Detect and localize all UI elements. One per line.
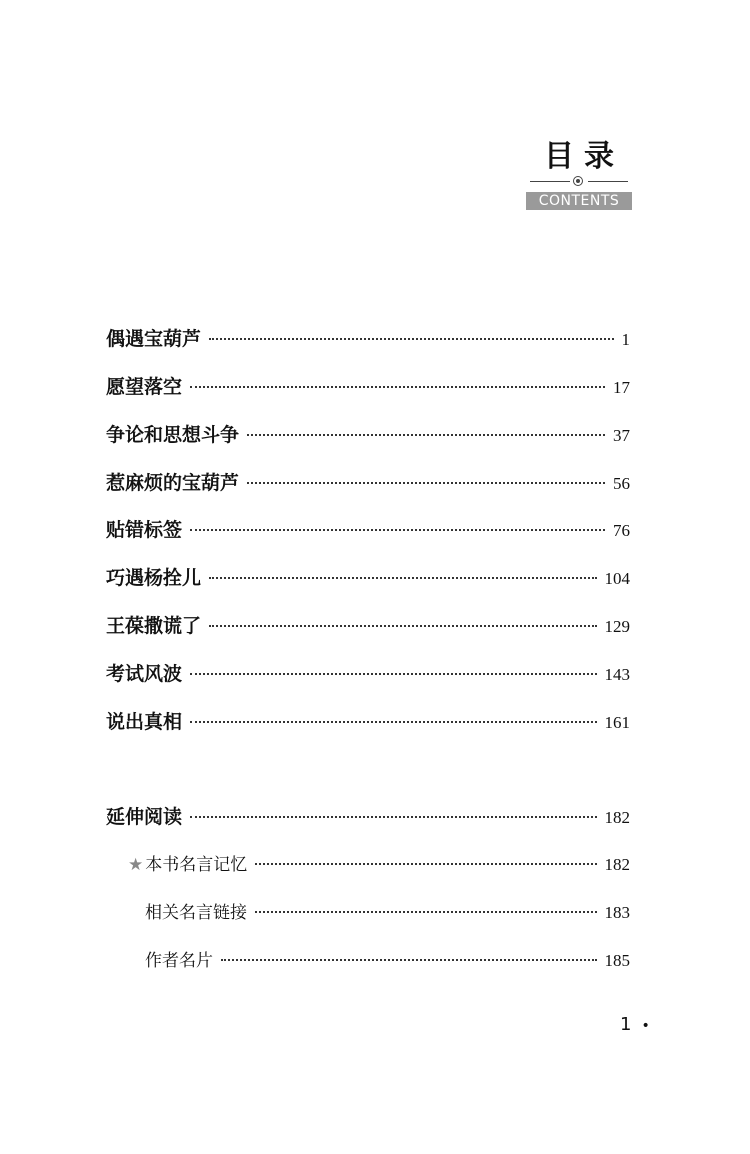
toc-entry-page: 1 (621, 330, 630, 349)
toc-subentry-title: 相关名言链接 (145, 903, 247, 923)
dot-leader (190, 673, 596, 675)
dot-leader (255, 863, 596, 865)
toc-entry-page: 37 (613, 426, 630, 445)
page-number (620, 1014, 650, 1035)
bullet-icon: • (641, 1018, 650, 1034)
toc-entry-title: 说出真相 (106, 711, 183, 733)
page-title: 目录 (544, 139, 624, 174)
toc-entry[interactable] (106, 324, 630, 354)
toc-entry-page: 161 (604, 713, 630, 732)
toc-entry[interactable] (106, 707, 630, 737)
toc-entry-title: 巧遇杨拴儿 (106, 567, 202, 589)
dot-leader (209, 577, 596, 579)
toc-entry-page: 129 (604, 617, 630, 636)
toc-entry[interactable] (106, 563, 630, 593)
toc-subentry-page: 182 (604, 855, 630, 874)
toc-subentry-title: 本书名言记忆 (145, 855, 248, 875)
dot-leader (247, 434, 605, 436)
toc-subentry-title: 作者名片 (145, 951, 213, 971)
toc-entry-title: 考试风波 (106, 663, 183, 685)
toc-entry-title: 贴错标签 (106, 519, 183, 541)
contents-badge: CONTENTS (526, 192, 632, 210)
toc-subentry[interactable] (145, 946, 630, 976)
toc-entry-title: 王葆撒谎了 (106, 615, 202, 637)
circle-ornament-icon (573, 176, 583, 186)
dot-leader (190, 816, 596, 818)
toc-entry[interactable] (106, 468, 630, 498)
toc-subentry[interactable] (145, 898, 630, 928)
toc-entry-title: 偶遇宝葫芦 (106, 328, 202, 350)
title-ornament (526, 176, 632, 188)
toc-entry-page: 104 (604, 569, 630, 588)
star-icon: ★ (128, 855, 144, 875)
toc-entry[interactable] (106, 372, 630, 402)
toc-entry-title: 愿望落空 (106, 376, 183, 398)
toc-entry-page: 56 (613, 474, 630, 493)
toc-entry-page: 143 (604, 665, 630, 684)
toc-entry[interactable] (106, 515, 630, 545)
toc-entry-title: 争论和思想斗争 (106, 424, 240, 446)
dot-leader (190, 721, 596, 723)
dot-leader (190, 529, 605, 531)
dot-leader (209, 338, 613, 340)
toc-entry-page: 182 (604, 808, 630, 827)
toc-subentry-page: 185 (604, 951, 630, 970)
dot-leader (209, 625, 596, 627)
toc-subentry[interactable] (128, 850, 630, 880)
toc-entry[interactable] (106, 611, 630, 641)
toc-entry-page: 76 (613, 521, 630, 540)
dot-leader (247, 482, 605, 484)
toc-entry[interactable] (106, 659, 630, 689)
toc-entry-title: 惹麻烦的宝葫芦 (106, 472, 240, 494)
toc-entry-title: 延伸阅读 (106, 806, 183, 828)
page-number-value: 1 (620, 1014, 632, 1035)
dot-leader (255, 911, 597, 913)
ornament-line-right (588, 181, 628, 182)
dot-leader (190, 386, 605, 388)
dot-leader (221, 959, 597, 961)
ornament-line-left (530, 181, 570, 182)
toc-header (526, 140, 632, 210)
toc-entry-page: 17 (613, 378, 630, 397)
toc-entry[interactable] (106, 420, 630, 450)
toc-subentry-page: 183 (604, 903, 630, 922)
toc-entry-extended-reading[interactable] (106, 802, 630, 832)
